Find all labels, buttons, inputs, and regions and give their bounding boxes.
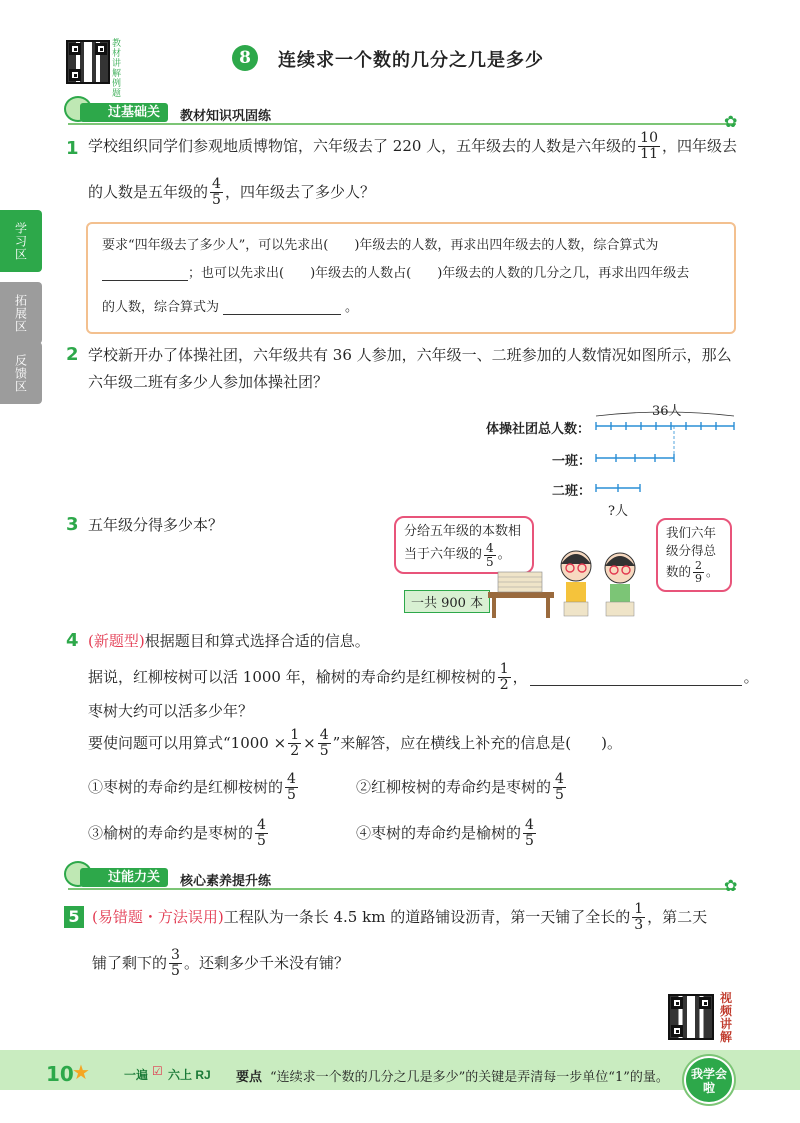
side-tab-feedback[interactable]: 反馈区 — [0, 342, 42, 404]
page-title: 连续求一个数的几分之几是多少 — [278, 50, 544, 71]
q2-line-1: 学校新开办了体操社团，六年级共有 36 人参加，六年级一、二班参加的人数情况如图所示，那么 — [88, 346, 732, 364]
q1-line-1: 学校组织同学们参观地质博物馆，六年级去了 220 人，五年级去的人数是六年级的 $\frac{10}{11}$ ，四年级去 — [88, 130, 738, 162]
q2-line-2: 六年级二班有多少人参加体操社团？ — [88, 373, 329, 391]
q4-option-1[interactable]: ①枣树的寿命约是红柳桉树的 $\frac{4}{5}$ — [88, 771, 296, 803]
key-point-label: 要点 — [236, 1069, 263, 1084]
q4-option-2[interactable]: ②红柳桉树的寿命约是枣树的 $\frac{4}{5}$ — [356, 771, 564, 803]
q3-text: 五年级分得多少本？ — [88, 516, 224, 534]
question-number-4: 4 — [66, 630, 79, 651]
question-number-2: 2 — [66, 344, 79, 365]
speech-bubble-left: 分给五年级的本数相 当于六年级的 $\frac{4}{5}$ 。 — [394, 516, 534, 574]
qr-code-video[interactable] — [668, 994, 714, 1040]
q1-fraction-4-5: $\frac{4}{5}$ — [212, 176, 221, 208]
video-label: 视频讲解 — [720, 991, 733, 1044]
q5-line-1: (易错题・方法误用) 工程队为一条长 4.5 km 的道路铺设沥青，第一天铺了全长的 $\frac{1}{3}$ ，第二天 — [92, 901, 708, 933]
diagram-total-label: 36人 — [652, 404, 682, 419]
star-badge-icon: ★ — [72, 1060, 90, 1084]
children-books-illustration — [484, 536, 654, 620]
question-number-5: 5 — [64, 906, 84, 928]
side-tab-expand[interactable]: 拓展区 — [0, 282, 42, 344]
section-bar-ability — [68, 868, 736, 890]
star-icon: ✿ — [724, 112, 738, 131]
q4-option-3[interactable]: ③榆树的寿命约是枣树的 $\frac{4}{5}$ — [88, 817, 266, 849]
lesson-number: 8 — [232, 45, 258, 71]
diagram-row-class2-label: 二班： — [552, 484, 592, 499]
qr-label: 教材讲解例题 — [112, 38, 122, 98]
q5-fraction-1-3: $\frac{1}{3}$ — [634, 901, 644, 933]
hint-line-1: 要求“四年级去了多少人”，可以先求出( )年级去的人数，再求出四年级去的人数，综合算式为 — [102, 238, 659, 253]
learned-badge[interactable]: 我学会啦 — [684, 1056, 734, 1104]
page-number: 10 — [46, 1062, 74, 1086]
section-bar-basic — [68, 103, 736, 125]
check-icon: ☑ — [152, 1064, 163, 1078]
brand-logo: 一遍 — [124, 1068, 149, 1082]
hint-line-3: 的人数，综合算式为 。 — [102, 300, 359, 315]
q4-line-3: 要使问题可以用算式“1000 × $\frac{1}{2}$ × $\frac{4}{5}$ ”来解答，应在横线上补充的信息是( )。 — [88, 727, 622, 759]
diagram-row-class1-label: 一班： — [552, 454, 592, 469]
q4-answer-blank[interactable] — [530, 668, 742, 686]
question-number-1: 1 — [66, 138, 79, 159]
grade-label: 六上 RJ — [168, 1068, 211, 1082]
total-books-label: 一共 900 本 — [404, 590, 490, 613]
diagram-unknown-label: ?人 — [608, 504, 628, 519]
section-tag-basic: 过基础关 — [80, 103, 168, 122]
diagram-row-total-label: 体操社团总人数： — [486, 422, 591, 437]
q1-fraction-10-11: $\frac{10}{11}$ — [640, 130, 658, 162]
hint-blank-2[interactable] — [223, 314, 341, 315]
star-icon-2: ✿ — [724, 876, 738, 895]
question-number-3: 3 — [66, 514, 79, 535]
hint-line-2: ；也可以先求出( )年级去的人数占( )年级去的人数的几分之几，再求出四年级去 — [102, 262, 689, 281]
q4-line-1: 据说，红柳桉树可以活 1000 年，榆树的寿命约是红柳桉树的 $\frac{1}{2}$ ， 。 — [88, 661, 759, 693]
q5-fraction-3-5: $\frac{3}{5}$ — [171, 947, 180, 979]
q4-option-4[interactable]: ④枣树的寿命约是榆树的 $\frac{4}{5}$ — [356, 817, 534, 849]
section-subtitle-basic: 教材知识巩固练 — [180, 109, 272, 124]
key-point-text: “连续求一个数的几分之几是多少”的关键是弄清每一步单位“1”的量。 — [270, 1070, 669, 1085]
q1-line-2: 的人数是五年级的 $\frac{4}{5}$ ，四年级去了多少人？ — [88, 176, 375, 208]
q5-line-2: 铺了剩下的 $\frac{3}{5}$ 。还剩多少千米没有铺？ — [92, 947, 349, 979]
speech-bubble-right: 我们六年 级分得总 数的 $\frac{2}{9}$ 。 — [656, 518, 732, 592]
section-subtitle-ability: 核心素养提升练 — [180, 874, 272, 889]
q4-title: (新题型)根据题目和算式选择合适的信息。 — [88, 632, 370, 650]
section-tag-ability: 过能力关 — [80, 868, 168, 887]
side-tab-study[interactable]: 学习区 — [0, 210, 42, 272]
q4-fraction-1-2: $\frac{1}{2}$ — [499, 661, 509, 693]
segment-diagram — [590, 410, 740, 505]
qr-code-top[interactable] — [66, 40, 110, 84]
q4-line-2: 枣树大约可以活多少年？ — [88, 702, 254, 720]
hint-blank-1[interactable] — [102, 262, 188, 281]
